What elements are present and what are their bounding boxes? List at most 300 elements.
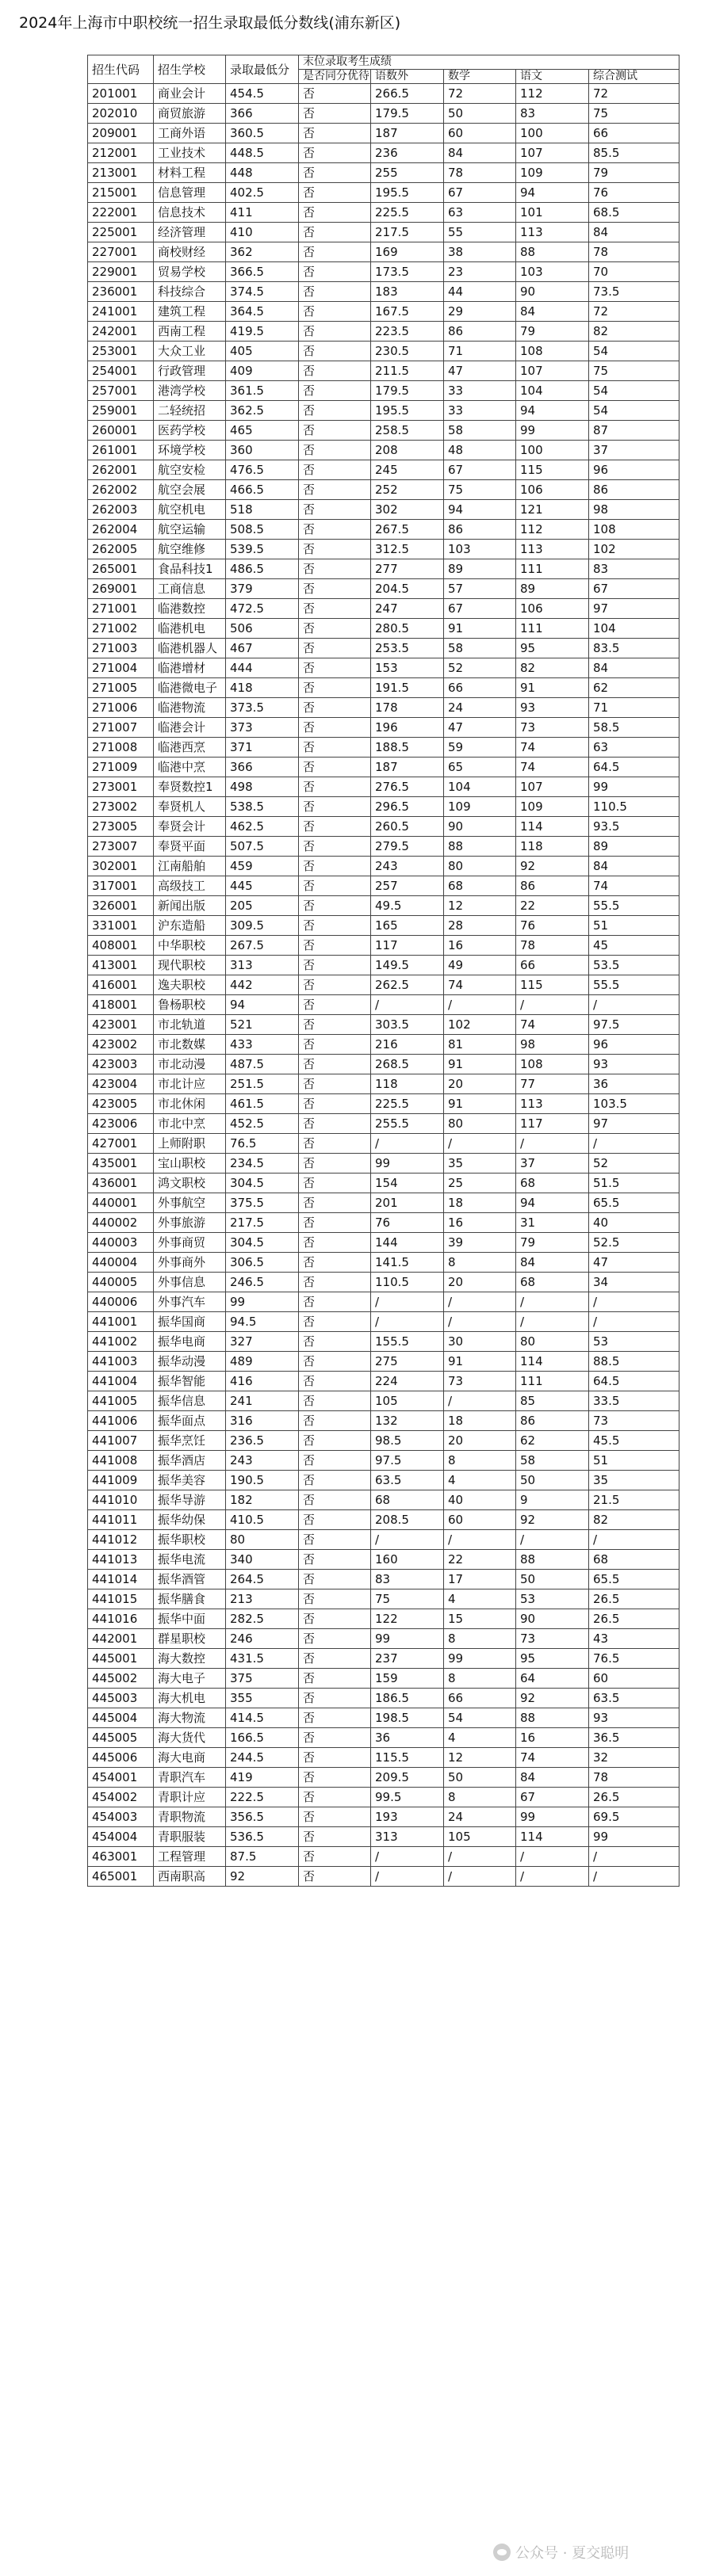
table-row	[88, 777, 679, 797]
cell-preference: 否	[299, 203, 371, 223]
cell-math: 8	[444, 1253, 516, 1273]
cell-comprehensive: 75	[589, 361, 679, 381]
cell-math: 25	[444, 1174, 516, 1193]
cell-chinese: 62	[516, 1431, 589, 1451]
cell-code: 441005	[88, 1391, 154, 1411]
cell-chinese: 111	[516, 1372, 589, 1391]
cell-preference: 否	[299, 262, 371, 282]
table-row	[88, 995, 679, 1015]
cell-code: 317001	[88, 876, 154, 896]
cell-school: 航空运输	[154, 520, 226, 540]
cell-comprehensive: 51	[589, 1451, 679, 1471]
cell-comprehensive: 51.5	[589, 1174, 679, 1193]
cell-chinese: 115	[516, 460, 589, 480]
cell-total: 312.5	[371, 540, 444, 559]
cell-code: 269001	[88, 579, 154, 599]
cell-comprehensive: 68	[589, 1550, 679, 1570]
cell-school: 外事航空	[154, 1193, 226, 1213]
cell-school: 振华信息	[154, 1391, 226, 1411]
table-row	[88, 520, 679, 540]
cell-preference: 否	[299, 1114, 371, 1134]
cell-preference: 否	[299, 1273, 371, 1292]
cell-math: 29	[444, 302, 516, 322]
table-row	[88, 361, 679, 381]
cell-comprehensive: 66	[589, 124, 679, 143]
table-row	[88, 559, 679, 579]
cell-preference: 否	[299, 342, 371, 361]
cell-total: 252	[371, 480, 444, 500]
cell-chinese: 67	[516, 1788, 589, 1807]
cell-comprehensive: 55.5	[589, 896, 679, 916]
cell-math: 20	[444, 1431, 516, 1451]
cell-min-score: 402.5	[226, 183, 299, 203]
cell-comprehensive: 97	[589, 599, 679, 619]
cell-comprehensive: 21.5	[589, 1490, 679, 1510]
cell-code: 454003	[88, 1807, 154, 1827]
cell-total: 179.5	[371, 381, 444, 401]
cell-school: 逸夫职校	[154, 975, 226, 995]
cell-math: 80	[444, 857, 516, 876]
cell-school: 市北轨道	[154, 1015, 226, 1035]
cell-chinese: 50	[516, 1471, 589, 1490]
cell-preference: 否	[299, 1352, 371, 1372]
cell-min-score: 327	[226, 1332, 299, 1352]
cell-math: 17	[444, 1570, 516, 1589]
cell-min-score: 506	[226, 619, 299, 639]
cell-chinese: 99	[516, 1807, 589, 1827]
cell-comprehensive: 45	[589, 936, 679, 956]
cell-comprehensive: /	[589, 1134, 679, 1154]
cell-total: 154	[371, 1174, 444, 1193]
cell-preference: 否	[299, 242, 371, 262]
cell-chinese: 76	[516, 916, 589, 936]
cell-code: 241001	[88, 302, 154, 322]
cell-min-score: 419.5	[226, 322, 299, 342]
cell-chinese: /	[516, 995, 589, 1015]
cell-school: 群星职校	[154, 1629, 226, 1649]
cell-preference: 否	[299, 1471, 371, 1490]
cell-school: 外事商贸	[154, 1233, 226, 1253]
cell-comprehensive: 60	[589, 1669, 679, 1689]
table-row	[88, 183, 679, 203]
cell-comprehensive: 79	[589, 163, 679, 183]
table-row	[88, 242, 679, 262]
cell-preference: 否	[299, 322, 371, 342]
cell-math: 91	[444, 1352, 516, 1372]
cell-preference: 否	[299, 1193, 371, 1213]
cell-school: 医药学校	[154, 421, 226, 441]
cell-chinese: 111	[516, 619, 589, 639]
cell-math: 52	[444, 658, 516, 678]
cell-school: 海大物流	[154, 1708, 226, 1728]
cell-min-score: 340	[226, 1550, 299, 1570]
cell-chinese: 37	[516, 1154, 589, 1174]
cell-total: 195.5	[371, 183, 444, 203]
cell-min-score: 80	[226, 1530, 299, 1550]
cell-school: 食品科技1	[154, 559, 226, 579]
cell-min-score: 217.5	[226, 1213, 299, 1233]
cell-chinese: 109	[516, 797, 589, 817]
cell-school: 振华动漫	[154, 1352, 226, 1372]
cell-math: 74	[444, 975, 516, 995]
cell-comprehensive: 36.5	[589, 1728, 679, 1748]
cell-total: 141.5	[371, 1253, 444, 1273]
cell-math: /	[444, 1867, 516, 1887]
cell-math: 58	[444, 421, 516, 441]
header-subject-total: 语数外	[371, 70, 444, 84]
cell-min-score: 306.5	[226, 1253, 299, 1273]
cell-comprehensive: 78	[589, 1768, 679, 1788]
cell-preference: 否	[299, 1827, 371, 1847]
cell-math: /	[444, 1530, 516, 1550]
cell-comprehensive: /	[589, 1867, 679, 1887]
cell-min-score: 371	[226, 738, 299, 758]
cell-chinese: 95	[516, 639, 589, 658]
cell-code: 262004	[88, 520, 154, 540]
cell-math: 102	[444, 1015, 516, 1035]
cell-code: 202010	[88, 104, 154, 124]
cell-chinese: 106	[516, 599, 589, 619]
cell-min-score: 518	[226, 500, 299, 520]
cell-preference: 否	[299, 559, 371, 579]
cell-total: 217.5	[371, 223, 444, 242]
table-row	[88, 936, 679, 956]
cell-school: 振华国商	[154, 1312, 226, 1332]
cell-total: 179.5	[371, 104, 444, 124]
cell-total: 225.5	[371, 203, 444, 223]
cell-school: 行政管理	[154, 361, 226, 381]
cell-total: 208.5	[371, 1510, 444, 1530]
cell-total: 160	[371, 1550, 444, 1570]
table-row	[88, 698, 679, 718]
table-row	[88, 1411, 679, 1431]
cell-min-score: 362.5	[226, 401, 299, 421]
cell-preference: 否	[299, 1015, 371, 1035]
cell-comprehensive: 47	[589, 1253, 679, 1273]
cell-preference: 否	[299, 1649, 371, 1669]
cell-comprehensive: 99	[589, 777, 679, 797]
cell-code: 257001	[88, 381, 154, 401]
cell-math: 84	[444, 143, 516, 163]
header-school: 招生学校	[154, 55, 226, 84]
table-row	[88, 758, 679, 777]
cell-math: 94	[444, 500, 516, 520]
cell-chinese: 94	[516, 401, 589, 421]
cell-comprehensive: 65.5	[589, 1570, 679, 1589]
cell-math: 109	[444, 797, 516, 817]
cell-chinese: 86	[516, 1411, 589, 1431]
cell-math: 8	[444, 1669, 516, 1689]
cell-school: 环境学校	[154, 441, 226, 460]
table-row	[88, 837, 679, 857]
cell-total: 216	[371, 1035, 444, 1055]
cell-chinese: 91	[516, 678, 589, 698]
cell-preference: 否	[299, 1510, 371, 1530]
cell-preference: 否	[299, 1332, 371, 1352]
cell-school: 科技综合	[154, 282, 226, 302]
cell-code: 213001	[88, 163, 154, 183]
cell-chinese: 83	[516, 104, 589, 124]
cell-school: 宝山职校	[154, 1154, 226, 1174]
cell-code: 445001	[88, 1649, 154, 1669]
cell-min-score: 246	[226, 1629, 299, 1649]
cell-chinese: 98	[516, 1035, 589, 1055]
cell-min-score: 419	[226, 1768, 299, 1788]
cell-code: 271006	[88, 698, 154, 718]
cell-min-score: 536.5	[226, 1827, 299, 1847]
cell-comprehensive: 54	[589, 342, 679, 361]
cell-preference: 否	[299, 1490, 371, 1510]
cell-chinese: 114	[516, 817, 589, 837]
cell-total: 230.5	[371, 342, 444, 361]
cell-school: 鲁杨职校	[154, 995, 226, 1015]
cell-math: 88	[444, 837, 516, 857]
cell-preference: 否	[299, 183, 371, 203]
cell-math: 47	[444, 718, 516, 738]
cell-code: 271003	[88, 639, 154, 658]
cell-chinese: 22	[516, 896, 589, 916]
cell-comprehensive: 93.5	[589, 817, 679, 837]
cell-total: 117	[371, 936, 444, 956]
cell-code: 445005	[88, 1728, 154, 1748]
cell-chinese: 107	[516, 361, 589, 381]
table-row	[88, 579, 679, 599]
cell-school: 奉贤平面	[154, 837, 226, 857]
header-code: 招生代码	[88, 55, 154, 84]
cell-chinese: 73	[516, 1629, 589, 1649]
cell-math: 71	[444, 342, 516, 361]
table-row	[88, 1847, 679, 1867]
cell-code: 261001	[88, 441, 154, 460]
cell-total: 225.5	[371, 1094, 444, 1114]
cell-total: /	[371, 1312, 444, 1332]
cell-min-score: 304.5	[226, 1174, 299, 1193]
cell-comprehensive: 32	[589, 1748, 679, 1768]
cell-total: 183	[371, 282, 444, 302]
cell-math: 60	[444, 1510, 516, 1530]
cell-preference: 否	[299, 1847, 371, 1867]
cell-total: 237	[371, 1649, 444, 1669]
cell-comprehensive: 96	[589, 460, 679, 480]
cell-min-score: 243	[226, 1451, 299, 1471]
cell-min-score: 316	[226, 1411, 299, 1431]
cell-chinese: 80	[516, 1332, 589, 1352]
cell-min-score: 508.5	[226, 520, 299, 540]
cell-total: 280.5	[371, 619, 444, 639]
table-row	[88, 1649, 679, 1669]
cell-school: 海大货代	[154, 1728, 226, 1748]
cell-preference: 否	[299, 1134, 371, 1154]
cell-school: 临港微电子	[154, 678, 226, 698]
cell-preference: 否	[299, 540, 371, 559]
table-row	[88, 143, 679, 163]
cell-school: 航空维修	[154, 540, 226, 559]
cell-school: 临港中烹	[154, 758, 226, 777]
cell-total: 258.5	[371, 421, 444, 441]
cell-school: 外事汽车	[154, 1292, 226, 1312]
cell-preference: 否	[299, 817, 371, 837]
cell-code: 441014	[88, 1570, 154, 1589]
cell-code: 463001	[88, 1847, 154, 1867]
cell-chinese: 111	[516, 559, 589, 579]
cell-preference: 否	[299, 579, 371, 599]
cell-school: 建筑工程	[154, 302, 226, 322]
cell-total: 303.5	[371, 1015, 444, 1035]
cell-code: 262001	[88, 460, 154, 480]
cell-math: 67	[444, 183, 516, 203]
cell-preference: 否	[299, 857, 371, 876]
cell-chinese: 84	[516, 1768, 589, 1788]
cell-min-score: 409	[226, 361, 299, 381]
table-row	[88, 1431, 679, 1451]
cell-min-score: 538.5	[226, 797, 299, 817]
cell-school: 临港增材	[154, 658, 226, 678]
cell-comprehensive: 76.5	[589, 1649, 679, 1669]
cell-preference: 否	[299, 1807, 371, 1827]
cell-total: /	[371, 1847, 444, 1867]
cell-math: 66	[444, 678, 516, 698]
cell-code: 440003	[88, 1233, 154, 1253]
cell-total: /	[371, 1134, 444, 1154]
table-row	[88, 1807, 679, 1827]
cell-code: 440006	[88, 1292, 154, 1312]
cell-chinese: 107	[516, 143, 589, 163]
cell-min-score: 467	[226, 639, 299, 658]
cell-math: 35	[444, 1154, 516, 1174]
table-row	[88, 718, 679, 738]
cell-total: 266.5	[371, 84, 444, 104]
header-subject-comprehensive: 综合测试	[589, 70, 679, 84]
cell-preference: 否	[299, 1174, 371, 1193]
cell-total: 277	[371, 559, 444, 579]
table-row	[88, 896, 679, 916]
cell-code: 445002	[88, 1669, 154, 1689]
cell-total: 186.5	[371, 1689, 444, 1708]
cell-code: 271004	[88, 658, 154, 678]
cell-preference: 否	[299, 1233, 371, 1253]
cell-comprehensive: 35	[589, 1471, 679, 1490]
cell-chinese: 88	[516, 242, 589, 262]
cell-comprehensive: 52.5	[589, 1233, 679, 1253]
cell-min-score: 99	[226, 1292, 299, 1312]
cell-total: 211.5	[371, 361, 444, 381]
cell-comprehensive: 97.5	[589, 1015, 679, 1035]
cell-chinese: 9	[516, 1490, 589, 1510]
cell-total: 83	[371, 1570, 444, 1589]
table-row	[88, 1015, 679, 1035]
cell-total: 193	[371, 1807, 444, 1827]
cell-comprehensive: 53.5	[589, 956, 679, 975]
cell-code: 302001	[88, 857, 154, 876]
cell-total: 110.5	[371, 1273, 444, 1292]
table-row	[88, 1055, 679, 1074]
cell-math: 4	[444, 1728, 516, 1748]
cell-math: 57	[444, 579, 516, 599]
table-row	[88, 480, 679, 500]
cell-code: 262003	[88, 500, 154, 520]
cell-school: 临港数控	[154, 599, 226, 619]
cell-math: 67	[444, 460, 516, 480]
cell-total: 255	[371, 163, 444, 183]
cell-chinese: 64	[516, 1669, 589, 1689]
cell-total: 236	[371, 143, 444, 163]
cell-min-score: 251.5	[226, 1074, 299, 1094]
cell-chinese: 68	[516, 1174, 589, 1193]
cell-school: 临港西烹	[154, 738, 226, 758]
cell-code: 440004	[88, 1253, 154, 1273]
cell-code: 209001	[88, 124, 154, 143]
cell-school: 海大电商	[154, 1748, 226, 1768]
cell-chinese: 79	[516, 1233, 589, 1253]
cell-math: 30	[444, 1332, 516, 1352]
cell-school: 振华面点	[154, 1411, 226, 1431]
cell-code: 441008	[88, 1451, 154, 1471]
cell-chinese: 84	[516, 302, 589, 322]
cell-code: 222001	[88, 203, 154, 223]
cell-chinese: 74	[516, 1748, 589, 1768]
table-row	[88, 1213, 679, 1233]
table-row	[88, 1570, 679, 1589]
cell-total: 132	[371, 1411, 444, 1431]
cell-chinese: 112	[516, 520, 589, 540]
cell-total: 260.5	[371, 817, 444, 837]
cell-min-score: 182	[226, 1490, 299, 1510]
cell-code: 236001	[88, 282, 154, 302]
cell-code: 440002	[88, 1213, 154, 1233]
cell-code: 227001	[88, 242, 154, 262]
cell-school: 江南船舶	[154, 857, 226, 876]
cell-math: 12	[444, 1748, 516, 1768]
table-row	[88, 1253, 679, 1273]
cell-preference: 否	[299, 758, 371, 777]
cell-chinese: 109	[516, 163, 589, 183]
cell-code: 423001	[88, 1015, 154, 1035]
cell-min-score: 448.5	[226, 143, 299, 163]
cell-chinese: 103	[516, 262, 589, 282]
table-row	[88, 1352, 679, 1372]
cell-min-score: 405	[226, 342, 299, 361]
cell-preference: 否	[299, 460, 371, 480]
cell-comprehensive: 72	[589, 302, 679, 322]
cell-school: 临港会计	[154, 718, 226, 738]
cell-total: 118	[371, 1074, 444, 1094]
cell-code: 271007	[88, 718, 154, 738]
cell-comprehensive: 82	[589, 322, 679, 342]
cell-comprehensive: 84	[589, 223, 679, 242]
cell-code: 271008	[88, 738, 154, 758]
cell-school: 工商信息	[154, 579, 226, 599]
table-row	[88, 738, 679, 758]
cell-chinese: 92	[516, 1510, 589, 1530]
cell-min-score: 445	[226, 876, 299, 896]
cell-code: 273001	[88, 777, 154, 797]
cell-preference: 否	[299, 896, 371, 916]
cell-math: 39	[444, 1233, 516, 1253]
table-row	[88, 678, 679, 698]
cell-math: 18	[444, 1411, 516, 1431]
cell-code: 418001	[88, 995, 154, 1015]
cell-total: 155.5	[371, 1332, 444, 1352]
cell-total: /	[371, 1292, 444, 1312]
cell-code: 416001	[88, 975, 154, 995]
cell-school: 青职服装	[154, 1827, 226, 1847]
cell-comprehensive: 84	[589, 658, 679, 678]
cell-min-score: 246.5	[226, 1273, 299, 1292]
cell-code: 445004	[88, 1708, 154, 1728]
cell-preference: 否	[299, 163, 371, 183]
cell-preference: 否	[299, 1867, 371, 1887]
cell-school: 沪东造船	[154, 916, 226, 936]
